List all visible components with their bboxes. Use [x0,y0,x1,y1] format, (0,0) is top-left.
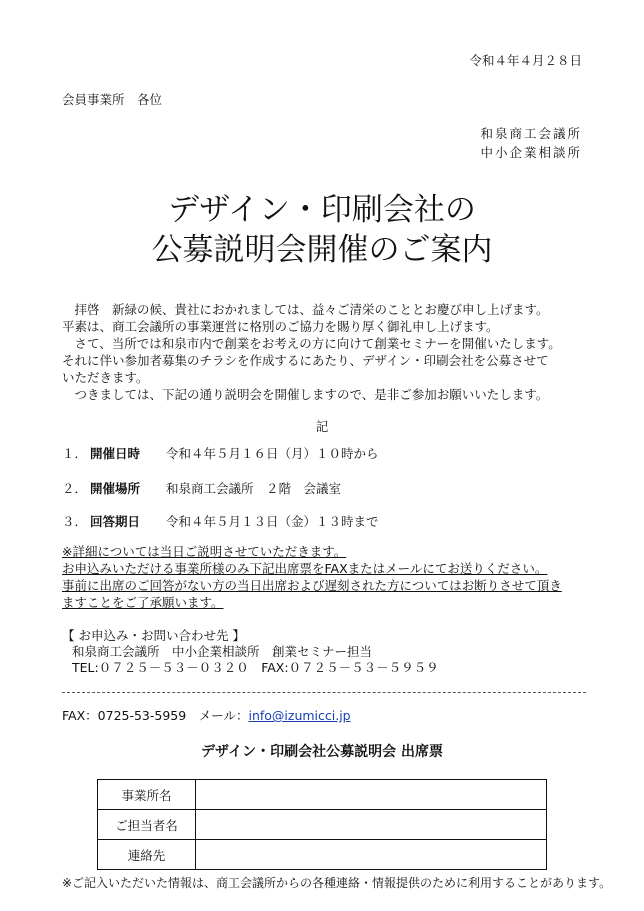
item-value: 令和４年５月１３日（金）１３時まで [166,514,379,529]
title-line: デザイン・印刷会社の [168,192,476,228]
body-line: それに伴い参加者募集のチラシを作成するにあたり、デザイン・印刷会社を公募させて [62,353,549,368]
title-line: 公募説明会開催のご案内 [151,232,493,268]
contact-block [62,628,439,676]
note-line: ますことをご了承願います。 [62,595,224,610]
form-label: 連絡先 [98,840,196,870]
contact-info-field[interactable] [196,840,547,870]
fax-label: FAX：0725-53-5959 メール： [62,708,249,723]
issuer-line: 和泉商工会議所 [480,126,582,141]
note-line: お申込みいただける事業所様のみ下記出席票をFAXまたはメールにてお送りください。 [62,561,548,576]
item-label: 開催日時 [90,446,141,461]
body-line: つきましては、下記の通り説明会を開催しますので、是非ご参加お願いいたします。 [62,387,549,402]
body-text [62,301,592,403]
contact-phone: TEL:０７２５－５３－０３２０ FAX:０７２５－５３－５９５９ [72,660,439,675]
note-line: ※詳細については当日ご説明させていただきます。 [62,544,347,559]
item-number: ３． [62,514,88,529]
ki-heading: 記 [315,419,329,434]
item-number: ２． [62,481,88,496]
form-row [98,810,547,840]
document-date: 令和４年４月２８日 [469,53,582,68]
form-label: 事業所名 [98,780,196,810]
fax-line [62,706,351,724]
body-line: 拝啓 新緑の候、貴社におかれましては、益々ご清栄のこととお慶び申し上げます。 [62,302,549,317]
notes-block [62,543,562,611]
item-value: 和泉商工会議所 ２階 会議室 [166,481,342,496]
item-value: 令和４年５月１６日（月）１０時から [166,446,379,461]
detail-item-place [62,481,341,497]
item-label: 開催場所 [90,481,141,496]
form-row [98,780,547,810]
body-line: さて、当所では和泉市内で創業をお考えの方に向けて創業セミナーを開催いたします。 [62,336,561,351]
form-label: ご担当者名 [98,810,196,840]
email-link[interactable]: info@izumicci.jp [248,708,351,723]
page-title [0,190,644,270]
body-line: 平素は、商工会議所の事業運営に格別のご協力を賜り厚く御礼申し上げます。 [62,319,499,334]
item-number: １． [62,446,88,461]
detail-item-date [62,446,379,462]
note-line: 事前に出席のご回答がない方の当日出席および遅刻された方についてはお断りさせて頂き [62,578,562,593]
form-title: デザイン・印刷会社公募説明会 出席票 [201,744,443,760]
company-name-field[interactable] [196,780,547,810]
contact-org: 和泉商工会議所 中小企業相談所 創業セミナー担当 [72,644,373,659]
addressee: 会員事業所 各位 [62,92,163,107]
detail-item-deadline [62,514,379,530]
body-line: いただきます。 [62,370,149,385]
item-label: 回答期日 [90,514,141,529]
attendance-form [97,779,547,870]
cut-line [62,692,586,693]
issuer-block [480,124,582,162]
issuer-line: 中小企業相談所 [480,145,582,160]
form-row [98,840,547,870]
contact-person-field[interactable] [196,810,547,840]
contact-heading: 【 お申込み・お問い合わせ先 】 [62,628,245,643]
footnote: ※ご記入いただいた情報は、商工会議所からの各種連絡・情報提供のために利用することがあります。 [62,876,612,890]
